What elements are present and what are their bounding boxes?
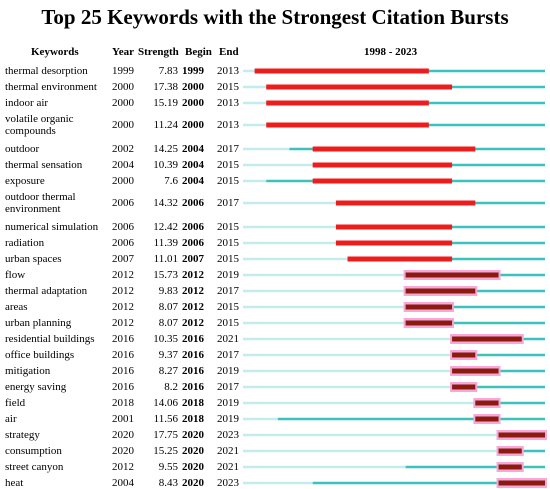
- begin-cell: 2012: [182, 301, 204, 313]
- begin-cell: 2020: [182, 461, 204, 473]
- strength-cell: 8.27: [158, 365, 178, 377]
- keyword-cell: urban spaces: [5, 253, 62, 265]
- strength-cell: 11.24: [153, 119, 178, 131]
- keyword-cell: radiation: [5, 237, 45, 249]
- end-header: End: [219, 46, 239, 58]
- burst-bar: [266, 85, 452, 90]
- year-cell: 2000: [112, 97, 134, 109]
- end-cell: 2021: [217, 445, 239, 457]
- year-cell: 2000: [112, 119, 134, 131]
- burst-bar: [348, 257, 453, 262]
- end-cell: 2023: [217, 429, 239, 441]
- strength-cell: 9.37: [158, 349, 178, 361]
- year-cell: 2007: [112, 253, 134, 265]
- begin-cell: 2007: [182, 253, 204, 265]
- keyword-cell: areas: [5, 301, 28, 313]
- range-header: 1998 - 2023: [364, 46, 418, 58]
- burst-bar: [313, 163, 452, 168]
- year-cell: 2000: [112, 175, 134, 187]
- burst-bar: [406, 321, 452, 326]
- keyword-cell: strategy: [5, 429, 40, 441]
- keyword-cell: thermal desorption: [5, 65, 88, 77]
- begin-cell: 2000: [182, 97, 204, 109]
- strength-cell: 15.73: [153, 269, 178, 281]
- burst-bar: [266, 123, 429, 128]
- keyword-cell: indoor air: [5, 97, 49, 109]
- end-cell: 2019: [217, 365, 239, 377]
- begin-header: Begin: [185, 46, 212, 58]
- keyword-cell: mitigation: [5, 365, 51, 377]
- end-cell: 2019: [217, 413, 239, 425]
- strength-cell: 14.25: [153, 143, 178, 155]
- begin-cell: 2016: [182, 365, 204, 377]
- begin-cell: 2012: [182, 285, 204, 297]
- end-cell: 2017: [217, 285, 239, 297]
- year-cell: 2012: [112, 269, 134, 281]
- keyword-cell: air: [5, 413, 17, 425]
- strength-cell: 15.25: [153, 445, 178, 457]
- begin-cell: 2020: [182, 477, 204, 489]
- burst-bar: [475, 417, 498, 422]
- strength-cell: 12.42: [153, 221, 178, 233]
- end-cell: 2015: [217, 159, 239, 171]
- begin-cell: 2006: [182, 197, 204, 209]
- keyword-cell: thermal environment: [5, 81, 97, 93]
- begin-cell: 2004: [182, 143, 204, 155]
- keyword-cell: heat: [5, 477, 24, 489]
- year-cell: 1999: [112, 65, 134, 77]
- burst-bar: [406, 305, 452, 310]
- keyword-cell: street canyon: [5, 461, 64, 473]
- strength-cell: 11.39: [153, 237, 178, 249]
- strength-cell: 8.2: [164, 381, 178, 393]
- keyword-cell: consumption: [5, 445, 62, 457]
- begin-cell: 2000: [182, 81, 204, 93]
- strength-cell: 7.6: [164, 175, 178, 187]
- burst-bar: [313, 147, 476, 152]
- keyword-cell: outdoor thermal environment: [5, 191, 76, 215]
- begin-cell: 2012: [182, 317, 204, 329]
- burst-bar: [452, 337, 522, 342]
- begin-cell: 2016: [182, 333, 204, 345]
- year-cell: 2002: [112, 143, 134, 155]
- end-cell: 2017: [217, 349, 239, 361]
- strength-cell: 8.43: [158, 477, 178, 489]
- year-cell: 2012: [112, 317, 134, 329]
- begin-cell: 2018: [182, 413, 204, 425]
- burst-bar: [313, 179, 452, 184]
- begin-cell: 2020: [182, 445, 204, 457]
- begin-cell: 1999: [182, 65, 204, 77]
- year-cell: 2020: [112, 429, 134, 441]
- year-cell: 2006: [112, 197, 134, 209]
- end-cell: 2015: [217, 301, 239, 313]
- strength-cell: 11.56: [153, 413, 178, 425]
- strength-cell: 11.01: [153, 253, 178, 265]
- keyword-cell: outdoor: [5, 143, 40, 155]
- end-cell: 2015: [217, 317, 239, 329]
- end-cell: 2015: [217, 81, 239, 93]
- burst-bar: [336, 241, 452, 246]
- end-cell: 2015: [217, 253, 239, 265]
- keyword-cell: urban planning: [5, 317, 72, 329]
- end-cell: 2019: [217, 269, 239, 281]
- burst-bar: [499, 465, 522, 470]
- burst-bar: [336, 225, 452, 230]
- burst-bar: [452, 385, 475, 390]
- burst-bar: [255, 69, 429, 74]
- keyword-cell: numerical simulation: [5, 221, 99, 233]
- keywords-header: Keywords: [31, 46, 79, 58]
- keyword-cell: office buildings: [5, 349, 75, 361]
- year-cell: 2000: [112, 81, 134, 93]
- year-cell: 2004: [112, 477, 134, 489]
- end-cell: 2015: [217, 175, 239, 187]
- strength-cell: 15.19: [153, 97, 178, 109]
- keyword-cell: thermal adaptation: [5, 285, 88, 297]
- keyword-cell: flow: [5, 269, 26, 281]
- begin-cell: 2018: [182, 397, 204, 409]
- keyword-cell: energy saving: [5, 381, 67, 393]
- begin-cell: 2004: [182, 175, 204, 187]
- end-cell: 2013: [217, 97, 239, 109]
- burst-bar: [499, 449, 522, 454]
- end-cell: 2013: [217, 119, 239, 131]
- year-cell: 2001: [112, 413, 134, 425]
- year-cell: 2012: [112, 301, 134, 313]
- burst-bar: [406, 289, 476, 294]
- strength-cell: 14.32: [153, 197, 178, 209]
- begin-cell: 2012: [182, 269, 204, 281]
- burst-bar: [266, 101, 429, 106]
- strength-cell: 14.06: [153, 397, 178, 409]
- burst-bar: [499, 481, 545, 486]
- year-cell: 2018: [112, 397, 134, 409]
- burst-bar: [336, 201, 475, 206]
- keyword-cell: field: [5, 397, 26, 409]
- burst-bar: [475, 401, 498, 406]
- end-cell: 2021: [217, 461, 239, 473]
- end-cell: 2019: [217, 397, 239, 409]
- strength-cell: 9.55: [158, 461, 178, 473]
- keyword-cell: volatile organic compounds: [5, 113, 74, 137]
- keyword-cell: residential buildings: [5, 333, 95, 345]
- year-cell: 2016: [112, 365, 134, 377]
- year-cell: 2016: [112, 381, 134, 393]
- strength-cell: 9.83: [158, 285, 178, 297]
- begin-cell: 2000: [182, 119, 204, 131]
- begin-cell: 2006: [182, 221, 204, 233]
- end-cell: 2015: [217, 221, 239, 233]
- year-cell: 2012: [112, 461, 134, 473]
- end-cell: 2021: [217, 333, 239, 345]
- year-cell: 2006: [112, 221, 134, 233]
- burst-bar: [452, 369, 498, 374]
- end-cell: 2015: [217, 237, 239, 249]
- end-cell: 2013: [217, 65, 239, 77]
- page-title: Top 25 Keywords with the Strongest Citation Bursts: [41, 5, 509, 29]
- burst-bar: [499, 433, 545, 438]
- begin-cell: 2004: [182, 159, 204, 171]
- strength-header: Strength: [138, 46, 179, 58]
- keyword-cell: exposure: [5, 175, 45, 187]
- year-header: Year: [112, 46, 134, 58]
- begin-cell: 2016: [182, 349, 204, 361]
- strength-cell: 8.07: [158, 301, 178, 313]
- end-cell: 2017: [217, 197, 239, 209]
- begin-cell: 2020: [182, 429, 204, 441]
- year-cell: 2004: [112, 159, 134, 171]
- strength-cell: 8.07: [158, 317, 178, 329]
- end-cell: 2017: [217, 143, 239, 155]
- end-cell: 2017: [217, 381, 239, 393]
- burst-bar: [406, 273, 499, 278]
- end-cell: 2023: [217, 477, 239, 489]
- keyword-cell: thermal sensation: [5, 159, 83, 171]
- year-cell: 2020: [112, 445, 134, 457]
- strength-cell: 17.38: [153, 81, 178, 93]
- strength-cell: 7.83: [158, 65, 178, 77]
- burst-bar: [452, 353, 475, 358]
- begin-cell: 2016: [182, 381, 204, 393]
- begin-cell: 2006: [182, 237, 204, 249]
- strength-cell: 10.35: [153, 333, 178, 345]
- year-cell: 2016: [112, 333, 134, 345]
- year-cell: 2006: [112, 237, 134, 249]
- year-cell: 2016: [112, 349, 134, 361]
- year-cell: 2012: [112, 285, 134, 297]
- strength-cell: 17.75: [153, 429, 178, 441]
- strength-cell: 10.39: [153, 159, 178, 171]
